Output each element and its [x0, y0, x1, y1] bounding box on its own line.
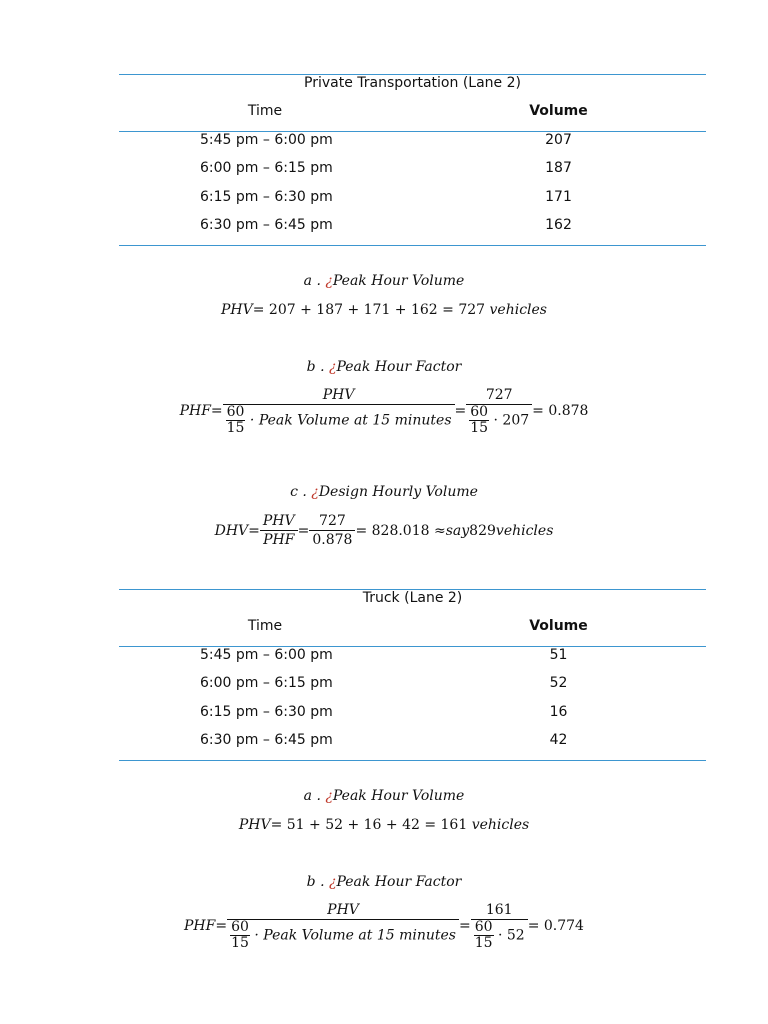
column-header-volume: Volume: [529, 618, 588, 634]
table-row: [119, 732, 706, 752]
volume-cell: 171: [545, 189, 572, 205]
time-cell: 6:00 pm – 6:15 pm: [200, 160, 333, 176]
table-bottom-rule: [119, 245, 706, 246]
table-row: [119, 704, 706, 724]
time-cell: 5:45 pm – 6:00 pm: [200, 132, 333, 148]
placeholder-glyph: ¿: [311, 484, 319, 500]
volume-cell: 162: [545, 217, 572, 233]
truck-table: [119, 589, 706, 761]
private-dhv-heading: c . ¿Design Hourly Volume: [290, 484, 478, 500]
table-row: [119, 160, 706, 180]
truck-phv-heading: a . ¿Peak Hour Volume: [303, 788, 465, 804]
volume-cell: 42: [549, 732, 568, 748]
phf-fraction: PHV $\frac{60}{15}$ · Peak Volume at 15 minutes: [227, 901, 459, 951]
placeholder-glyph: ¿: [325, 273, 333, 289]
phf-value-fraction: 161 $\frac{60}{15}$ · 52: [471, 901, 528, 951]
private-transportation-table: [119, 74, 706, 246]
table-caption: Private Transportation (Lane 2): [304, 75, 521, 91]
column-header-volume: Volume: [529, 103, 588, 119]
phf-fraction: PHV $\frac{60}{15}$ · Peak Volume at 15 minutes: [223, 386, 455, 436]
private-phf-equation: PHF= PHV $\frac{60}{15}$ · Peak Volume at 15 minutes = 727 $\frac{60}{15}$ · 207 = 0.878: [179, 387, 589, 436]
table-row: [119, 189, 706, 209]
table-row: [119, 675, 706, 695]
time-cell: 6:30 pm – 6:45 pm: [200, 732, 333, 748]
volume-cell: 16: [549, 704, 568, 720]
volume-cell: 207: [545, 132, 572, 148]
private-phv-heading: a . ¿Peak Hour Volume: [303, 273, 465, 289]
table-row: [119, 132, 706, 152]
truck-phf-heading: b . ¿Peak Hour Factor: [306, 874, 462, 890]
column-header-time: Time: [247, 618, 283, 634]
truck-phv-equation: PHV= 51 + 52 + 16 + 42 = 161 vehicles: [238, 817, 530, 833]
placeholder-glyph: ¿: [325, 788, 333, 804]
column-header-time: Time: [247, 103, 283, 119]
time-cell: 6:00 pm – 6:15 pm: [200, 675, 333, 691]
volume-cell: 52: [549, 675, 568, 691]
time-cell: 6:30 pm – 6:45 pm: [200, 217, 333, 233]
table-caption: Truck (Lane 2): [362, 590, 463, 606]
table-row: [119, 647, 706, 667]
volume-cell: 187: [545, 160, 572, 176]
time-cell: 5:45 pm – 6:00 pm: [200, 647, 333, 663]
private-dhv-equation: DHV= $\frac{\text{PHV}}{\text{PHF}}$ = $\frac{727}{0.878}$ = 828.018 ≈say829vehicles: [214, 513, 554, 548]
volume-cell: 51: [549, 647, 568, 663]
table-bottom-rule: [119, 760, 706, 761]
time-cell: 6:15 pm – 6:30 pm: [200, 704, 333, 720]
private-phf-heading: b . ¿Peak Hour Factor: [306, 359, 462, 375]
private-phv-equation: PHV= 207 + 187 + 171 + 162 = 727 vehicles: [221, 302, 547, 318]
phf-value-fraction: 727 $\frac{60}{15}$ · 207: [466, 386, 532, 436]
placeholder-glyph: ¿: [328, 874, 337, 890]
table-row: [119, 217, 706, 237]
time-cell: 6:15 pm – 6:30 pm: [200, 189, 333, 205]
placeholder-glyph: ¿: [328, 359, 337, 375]
truck-phf-equation: PHF= PHV $\frac{60}{15}$ · Peak Volume at 15 minutes = 161 $\frac{60}{15}$ · 52 = 0.774: [184, 902, 584, 951]
